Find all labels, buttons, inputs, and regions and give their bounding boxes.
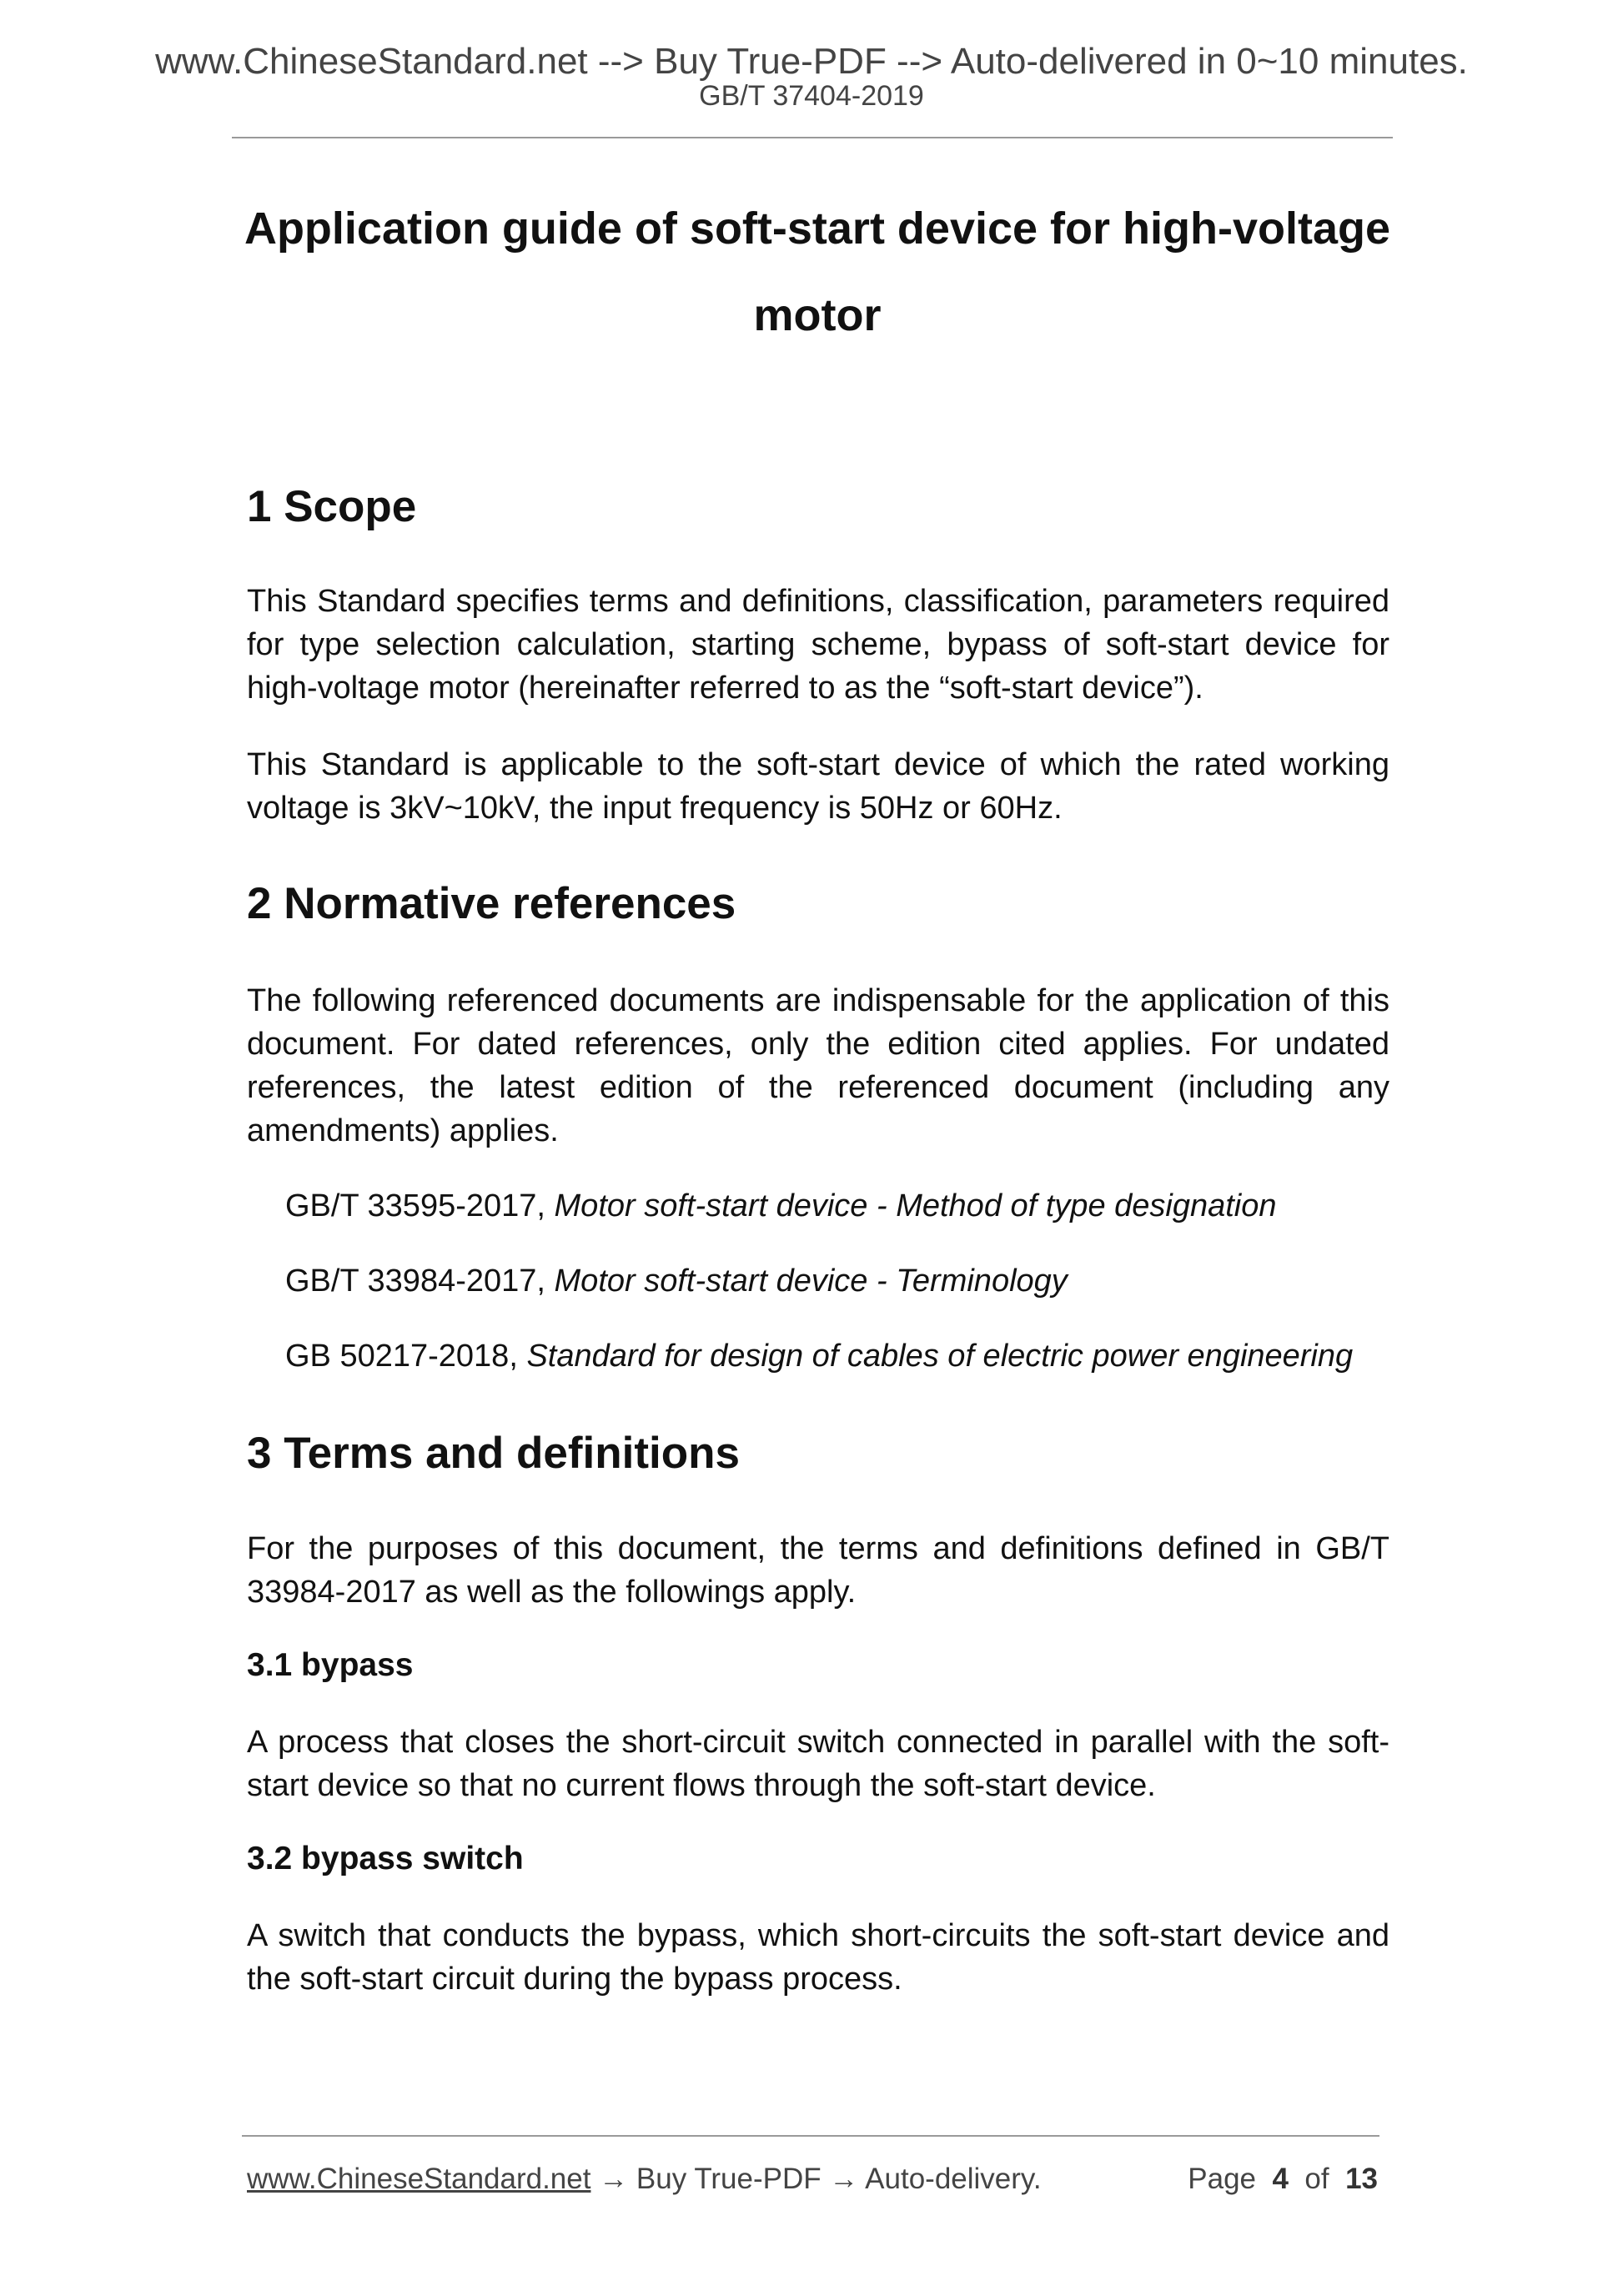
reference-code: GB 50217-2018, [285,1339,527,1374]
normative-references-intro: The following referenced documents are indispensable for the application of this document. For dated references, only the edition cited applies. For undated references, the latest edition of the referenced document (including any amendments) applies. [247,983,1389,1148]
section-heading-terms: 3 Terms and definitions [247,1429,740,1478]
reference-item [285,1188,1277,1226]
terms-intro: For the purposes of this document, the terms and definitions defined in GB/T 33984-2017 as well as the followings apply. [247,1531,1389,1610]
footer-site-link[interactable]: www.ChineseStandard.net [247,2163,591,2195]
footer-divider [242,2135,1379,2137]
section-heading-scope: 1 Scope [247,482,417,531]
document-title-line-1: Application guide of soft-start device for high-voltage [244,203,1391,254]
term-heading-bypass: 3.1 bypass [247,1647,414,1683]
section-heading-normative-references: 2 Normative references [247,879,736,928]
document-title-line-2: motor [753,290,882,340]
reference-title: Standard for design of cables of electric power engineering [526,1339,1354,1374]
site-banner: www.ChineseStandard.net --> Buy True-PDF --> Auto-delivered in 0~10 minutes. [155,41,1468,82]
scope-paragraph-1: This Standard specifies terms and definitions, classification, parameters required for type selection calculation, starting scheme, bypass of soft-start device for high-voltage motor (hereinafter referred to as the “soft-start device”). [247,584,1389,706]
of-label: of [1304,2163,1329,2195]
total-page-count: 13 [1345,2163,1378,2195]
document-title [234,185,1401,359]
reference-code: GB/T 33984-2017, [285,1264,555,1299]
reference-title: Motor soft-start device - Method of type designation [554,1188,1277,1223]
current-page-number: 4 [1272,2163,1289,2195]
standard-code: GB/T 37404-2019 [699,80,924,112]
reference-item [285,1263,1068,1301]
reference-title: Motor soft-start device - Terminology [554,1264,1068,1299]
reference-item [285,1338,1353,1376]
term-definition-bypass: A process that closes the short-circuit switch connected in parallel with the soft-start device so that no current flows through the soft-start device. [247,1725,1389,1803]
footer-source [247,2162,1042,2197]
page-label: Page [1188,2163,1257,2195]
footer-delivery-text: → Buy True-PDF → Auto-delivery. [590,2163,1042,2195]
term-heading-bypass-switch: 3.2 bypass switch [247,1841,524,1876]
header-divider [232,137,1393,138]
scope-paragraph-2: This Standard is applicable to the soft-start device of which the rated working voltage is 3kV~10kV, the input frequency is 50Hz or 60Hz. [247,747,1389,826]
term-definition-bypass-switch: A switch that conducts the bypass, which short-circuits the soft-start device and the soft-start circuit during the bypass process. [247,1918,1389,1997]
page-indicator [1188,2162,1378,2197]
reference-code: GB/T 33595-2017, [285,1188,555,1223]
